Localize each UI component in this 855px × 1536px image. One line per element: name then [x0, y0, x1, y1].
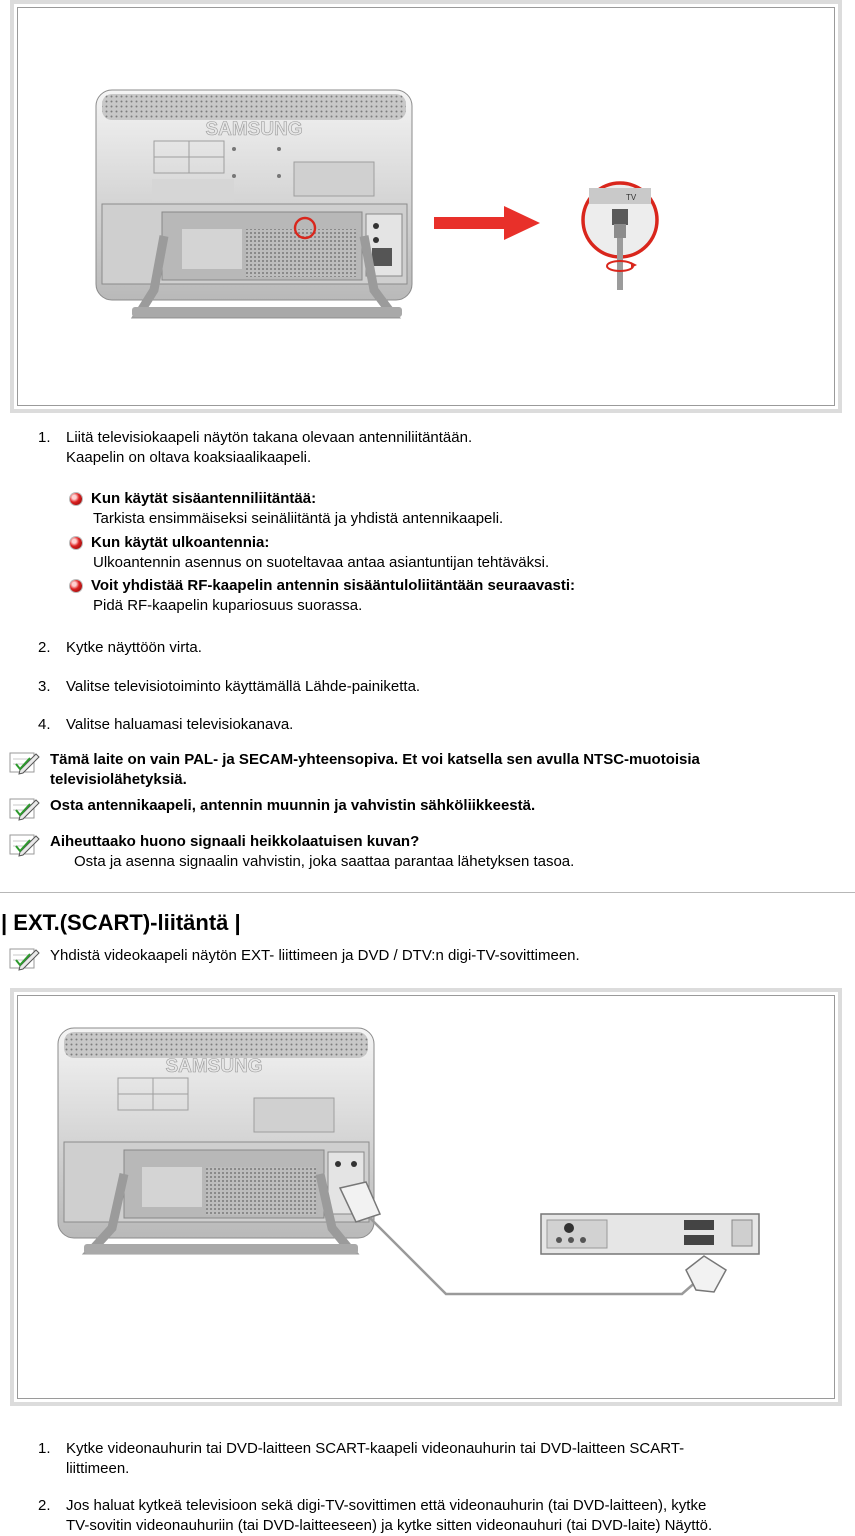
step-number: 2.	[38, 639, 51, 656]
step-number: 2.	[38, 1497, 51, 1514]
red-bullet-icon	[70, 493, 82, 505]
bullet-heading: Voit yhdistää RF-kaapelin antennin sisääntuloliitäntään seuraavasti:	[91, 577, 576, 594]
bullet-item	[70, 533, 770, 573]
note-pencil-icon	[8, 796, 42, 822]
step-number: 1.	[38, 429, 51, 446]
section-divider	[0, 892, 855, 893]
step-text-continued: TV-sovitin videonauhuriin (tai DVD-laitteeseen) ja kytke sitten videonauhuri (tai DVD-laite) Näyttö.	[66, 1517, 713, 1534]
note-item	[8, 750, 848, 790]
step-number: 3.	[38, 678, 51, 695]
scart-connection-figure	[10, 988, 842, 1406]
step-text: Valitse televisiotoiminto käyttämällä Lähde-painiketta.	[66, 678, 421, 695]
monitor-back-illustration	[14, 4, 838, 409]
note-item	[8, 946, 848, 972]
step-number: 1.	[38, 1440, 51, 1457]
note-text: Osta antennikaapeli, antennin muunnin ja vahvistin sähköliikkeestä.	[50, 797, 536, 814]
step-text: Valitse haluamasi televisiokanava.	[66, 716, 294, 733]
note-text: Aiheuttaako huono signaali heikkolaatuisen kuvan?	[50, 833, 420, 850]
step-text-continued: liittimeen.	[66, 1460, 130, 1477]
step-item	[38, 1439, 838, 1479]
bullet-item	[70, 576, 770, 616]
note-text: Tämä laite on vain PAL- ja SECAM-yhteensopiva. Et voi katsella sen avulla NTSC-muotoisia televisiolähetyksiä.	[50, 751, 700, 788]
note-item	[8, 832, 848, 872]
step-item	[38, 1496, 838, 1536]
bullet-text: Ulkoantennin asennus on suoteltavaa antaa asiantuntijan tehtäväksi.	[93, 554, 550, 571]
bullet-item	[70, 489, 770, 529]
section-heading: | EXT.(SCART)-liitäntä |	[1, 910, 241, 935]
bullet-heading: Kun käytät sisäantenniliitäntää:	[91, 490, 317, 507]
step-text: Kytke videonauhurin tai DVD-laitteen SCART-kaapeli videonauhurin tai DVD-laitteen SCART-	[66, 1440, 685, 1457]
note-subtext: Osta ja asenna signaalin vahvistin, joka saattaa parantaa lähetyksen tasoa.	[74, 853, 575, 870]
red-bullet-icon	[70, 580, 82, 592]
note-pencil-icon	[8, 750, 42, 776]
bullet-heading: Kun käytät ulkoantennia:	[91, 534, 270, 551]
note-text: Yhdistä videokaapeli näytön EXT- liittimeen ja DVD / DTV:n digi-TV-sovittimeen.	[50, 947, 580, 964]
step-item	[38, 677, 818, 697]
step-item	[38, 715, 818, 735]
brand-logo: SAMSUNG	[205, 119, 303, 140]
step-text: Jos haluat kytkeä televisioon sekä digi-TV-sovittimen että videonauhurin (tai DVD-laitteen), kytke	[66, 1497, 707, 1514]
red-bullet-icon	[70, 537, 82, 549]
note-pencil-icon	[8, 946, 42, 972]
step-text: Liitä televisiokaapeli näytön takana olevaan antenniliitäntään.	[66, 429, 473, 446]
step-text: Kytke näyttöön virta.	[66, 639, 202, 656]
svg-text:TV: TV	[626, 193, 637, 202]
direction-arrow	[434, 206, 540, 240]
brand-logo: SAMSUNG	[165, 1056, 263, 1077]
step-number: 4.	[38, 716, 51, 733]
note-pencil-icon	[8, 832, 42, 858]
bullet-text: Pidä RF-kaapelin kupariosuus suorassa.	[93, 597, 363, 614]
step-item	[38, 638, 818, 658]
note-item	[8, 796, 848, 822]
antenna-connection-figure	[10, 0, 842, 413]
step-item	[38, 428, 818, 468]
bullet-text: Tarkista ensimmäiseksi seinäliitäntä ja yhdistä antennikaapeli.	[93, 510, 504, 527]
step-text-continued: Kaapelin on oltava koaksiaalikaapeli.	[66, 449, 312, 466]
monitor-scart-illustration	[14, 992, 838, 1402]
